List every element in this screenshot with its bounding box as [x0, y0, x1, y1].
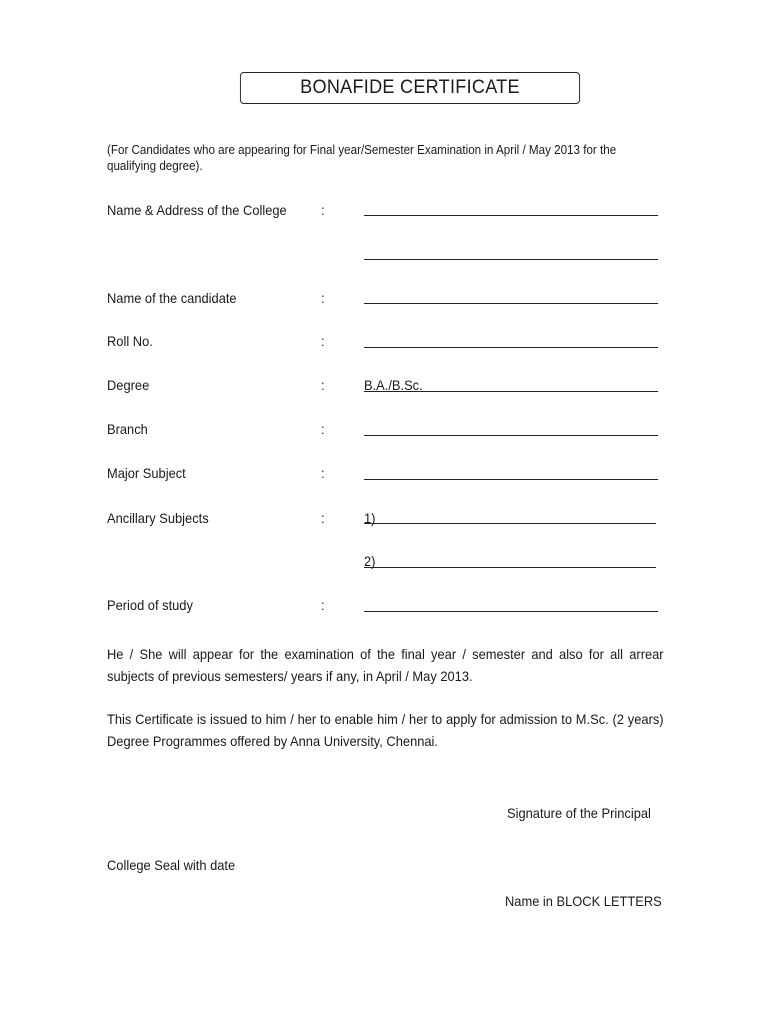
- branch-line[interactable]: [364, 435, 658, 436]
- major-line[interactable]: [364, 479, 658, 480]
- colon: :: [321, 202, 325, 218]
- college-line-2[interactable]: [364, 259, 658, 260]
- college-seal: College Seal with date: [107, 857, 236, 873]
- appearance-paragraph: He / She will appear for the examination of the final year / semester and also for all arrear subjects of previous semesters/ years if any, in April / May 2013.: [107, 646, 664, 684]
- ancillary-number-1: 1): [364, 510, 376, 526]
- principal-signature: Signature of the Principal: [507, 805, 651, 821]
- college-line-1[interactable]: [364, 215, 658, 216]
- eligibility-note: (For Candidates who are appearing for Final year/Semester Examination in April / May 2013 for the qualifying degree).: [107, 143, 617, 173]
- roll-label: Roll No.: [107, 333, 153, 349]
- name-block-letters: Name in BLOCK LETTERS: [505, 893, 662, 909]
- colon: :: [321, 333, 325, 349]
- ancillary-label: Ancillary Subjects: [107, 510, 209, 526]
- roll-line[interactable]: [364, 347, 658, 348]
- period-label: Period of study: [107, 597, 193, 613]
- candidate-label: Name of the candidate: [107, 290, 237, 306]
- degree-label: Degree: [107, 377, 150, 393]
- colon: :: [321, 465, 325, 481]
- colon: :: [321, 290, 325, 306]
- colon: :: [321, 377, 325, 393]
- issue-paragraph: This Certificate is issued to him / her to enable him / her to apply for admission to M.Sc. (2 years) Degree Programmes offered by Anna University, Chennai.: [107, 711, 664, 749]
- degree-line[interactable]: [364, 391, 658, 392]
- colon: :: [321, 597, 325, 613]
- ancillary-line-2[interactable]: [364, 567, 656, 568]
- colon: :: [321, 510, 325, 526]
- candidate-line[interactable]: [364, 303, 658, 304]
- major-label: Major Subject: [107, 465, 186, 481]
- colon: :: [321, 421, 325, 437]
- ancillary-number-2: 2): [364, 553, 376, 569]
- ancillary-line-1[interactable]: [364, 523, 656, 524]
- college-label: Name & Address of the College: [107, 202, 287, 218]
- branch-label: Branch: [107, 421, 148, 437]
- certificate-title: BONAFIDE CERTIFICATE: [240, 72, 580, 104]
- degree-value: B.A./B.Sc.: [364, 377, 423, 393]
- period-line[interactable]: [364, 611, 658, 612]
